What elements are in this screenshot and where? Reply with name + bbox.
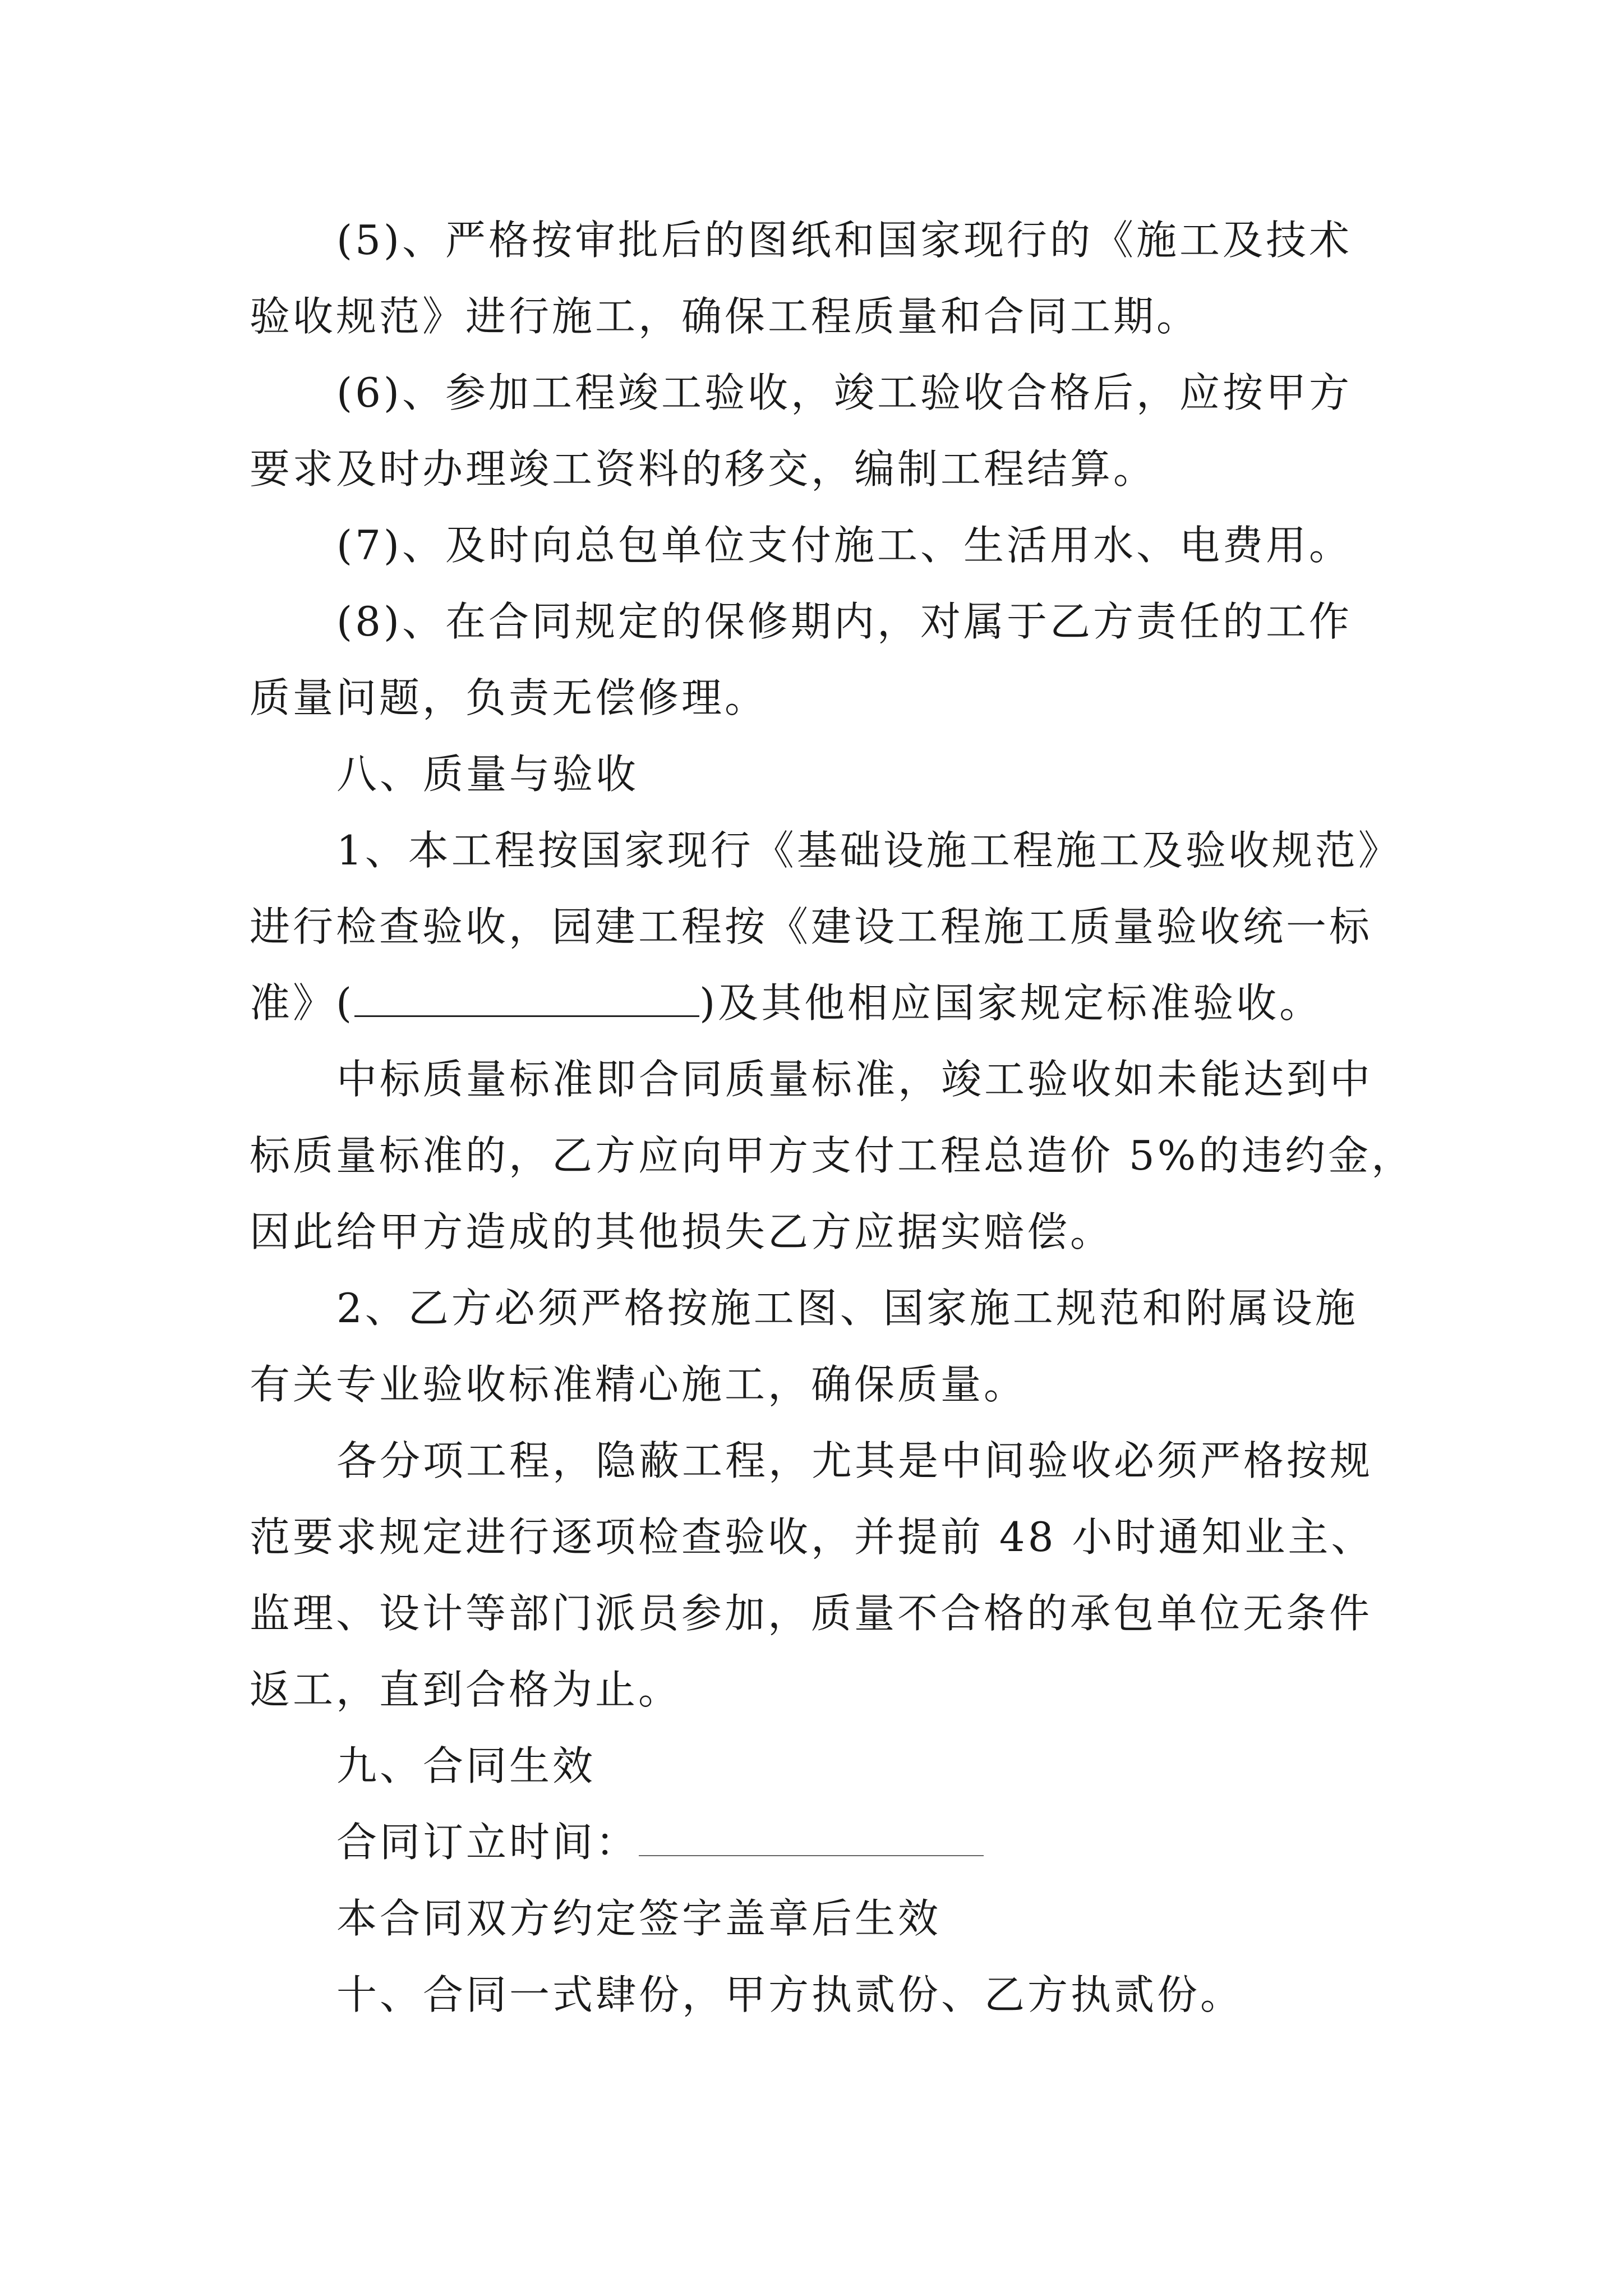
paragraph-line: 范要求规定进行逐项检查验收，并提前 48 小时通知业主、	[250, 1513, 1375, 1561]
paragraph-line: 要求及时办理竣工资料的移交，编制工程结算。	[250, 445, 1157, 493]
section-heading: 十、合同一式肆份，甲方执贰份、乙方执贰份。	[336, 1971, 1244, 2018]
paragraph-line: 质量问题，负责无偿修理。	[250, 674, 768, 721]
paragraph-line: (5)、严格按审批后的图纸和国家现行的《施工及技术	[336, 217, 1352, 264]
paragraph-line: 进行检查验收，园建工程按《建设工程施工质量验收统一标	[250, 903, 1373, 950]
paragraph-line: 监理、设计等部门派员参加，质量不合格的承包单位无条件	[250, 1590, 1373, 1637]
standard-line	[250, 965, 1377, 1041]
contract-date-blank	[639, 1821, 984, 1856]
contract-date-label: 合同订立时间：	[336, 1819, 639, 1866]
section-heading: 八、质量与验收	[336, 751, 639, 798]
paragraph-line: 有关专业验收标准精心施工，确保质量。	[250, 1361, 1027, 1408]
standard-line-after: )及其他相应国家规定标准验收。	[699, 979, 1323, 1027]
contract-date-line	[250, 1804, 1377, 1880]
paragraph-line: 1、本工程按国家现行《基础设施工程施工及验收规范》	[336, 827, 1401, 874]
paragraph-line: 本合同双方约定签字盖章后生效	[336, 1895, 942, 1942]
section-heading: 九、合同生效	[336, 1742, 596, 1789]
paragraph-line: 返工，直到合格为止。	[250, 1666, 682, 1713]
standard-line-before: 准》(	[250, 979, 355, 1027]
paragraph-line: 中标质量标准即合同质量标准，竣工验收如未能达到中	[336, 1056, 1373, 1103]
paragraph-line: 2、乙方必须严格按施工图、国家施工规范和附属设施	[336, 1285, 1358, 1332]
paragraph-line: (6)、参加工程竣工验收，竣工验收合格后，应按甲方	[336, 369, 1352, 416]
paragraph-line: 各分项工程，隐蔽工程，尤其是中间验收必须严格按规	[336, 1437, 1373, 1484]
paragraph-line: (7)、及时向总包单位支付施工、生活用水、电费用。	[336, 522, 1352, 569]
paragraph-line: 验收规范》进行施工，确保工程质量和合同工期。	[250, 293, 1200, 340]
paragraph-line: 因此给甲方造成的其他损失乙方应据实赔偿。	[250, 1208, 1114, 1255]
paragraph-line: (8)、在合同规定的保修期内，对属于乙方责任的工作	[336, 598, 1352, 645]
document-page	[250, 202, 1415, 2033]
standard-number-blank	[354, 982, 699, 1017]
paragraph-line: 标质量标准的，乙方应向甲方支付工程总造价 5%的违约金，	[250, 1132, 1415, 1179]
